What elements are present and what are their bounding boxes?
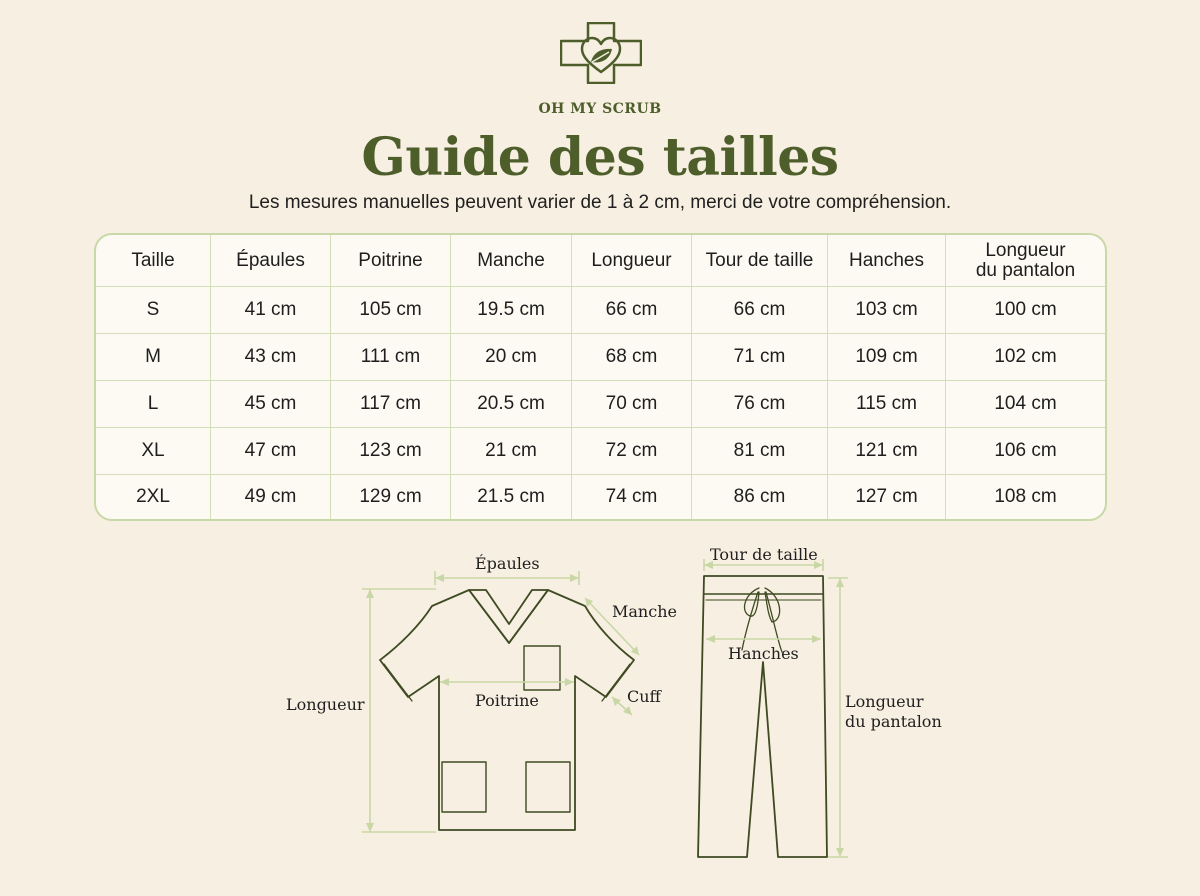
measurement-cell: 108 cm (994, 486, 1057, 507)
measurement-cell: 47 cm (211, 428, 331, 475)
label-hanches: Hanches (728, 644, 799, 663)
measurement-cell: 115 cm (828, 381, 946, 428)
measurement-cell: 20 cm (451, 334, 572, 381)
measurement-cell: 86 cm (692, 475, 828, 519)
measurement-cell: 111 cm (331, 334, 451, 381)
measurement-cell: 81 cm (692, 428, 828, 475)
page-title: Guide des tailles (361, 127, 839, 188)
measurement-cell: 121 cm (828, 428, 946, 475)
measurement-cell: 102 cm (946, 334, 1105, 381)
measurement-cell: 70 cm (572, 381, 692, 428)
label-longueur-pantalon-line1: Longueur (845, 692, 924, 711)
page-subtitle: Les mesures manuelles peuvent varier de 1 à 2 cm, merci de votre compréhension. (248, 192, 952, 213)
measurement-cell: 106 cm (946, 428, 1105, 475)
measurement-cell: 41 cm (211, 287, 331, 334)
measurement-cell: 105 cm (331, 287, 451, 334)
measurement-cell: 127 cm (828, 475, 946, 519)
measurement-cell: 19.5 cm (451, 287, 572, 334)
table-header-cell: Taille (96, 235, 211, 287)
table-header-cell: Hanches (828, 235, 946, 287)
size-label-cell: XL (96, 428, 211, 475)
table-header-cell: Épaules (211, 235, 331, 287)
table-header-cell: Longueur (572, 235, 692, 287)
measurement-cell: 104 cm (946, 381, 1105, 428)
table-header-cell: Manche (451, 235, 572, 287)
measurement-cell: 72 cm (572, 428, 692, 475)
label-cuff: Cuff (627, 687, 661, 706)
measurement-cell: 43 cm (211, 334, 331, 381)
measurement-cell: 21 cm (451, 428, 572, 475)
size-label-cell: 2XL (96, 475, 211, 519)
brand-name: OH MY SCRUB (538, 101, 662, 117)
measurement-cell: 20.5 cm (451, 381, 572, 428)
measurement-cell: 100 cm (946, 287, 1105, 334)
label-poitrine: Poitrine (475, 691, 539, 710)
measurement-cell: 45 cm (211, 381, 331, 428)
measurement-cell: 76 cm (692, 381, 828, 428)
table-header-cell: Poitrine (331, 235, 451, 287)
measurement-cell: 109 cm (828, 334, 946, 381)
scrub-top-outline-icon (380, 590, 634, 830)
size-label-cell: M (96, 334, 211, 381)
measurement-cell: 21.5 cm (451, 475, 572, 519)
label-epaules: Épaules (475, 554, 540, 573)
measurement-cell: 66 cm (692, 287, 828, 334)
measure-arrowheads (366, 561, 844, 857)
measurement-cell: 68 cm (572, 334, 692, 381)
measurement-cell: 71 cm (692, 334, 828, 381)
scrub-pants-outline-icon (698, 576, 827, 857)
measurement-cell: 66 cm (572, 287, 692, 334)
measurement-cell: 74 cm (572, 475, 692, 519)
table-header-cell: Tour de taille (692, 235, 828, 287)
label-longueur-pantalon-line2: du pantalon (845, 712, 942, 731)
table-header-cell: Longueur du pantalon (946, 235, 1105, 287)
size-label-cell: S (96, 287, 211, 334)
measurement-cell: 103 cm (828, 287, 946, 334)
size-label-cell: L (96, 381, 211, 428)
measurement-cell: 129 cm (331, 475, 451, 519)
measurement-cell: 117 cm (331, 381, 451, 428)
label-manche: Manche (612, 602, 677, 621)
label-tour-de-taille: Tour de taille (710, 545, 818, 564)
measurement-cell: 123 cm (331, 428, 451, 475)
measurement-cell: 49 cm (211, 475, 331, 519)
label-longueur: Longueur (286, 695, 365, 714)
